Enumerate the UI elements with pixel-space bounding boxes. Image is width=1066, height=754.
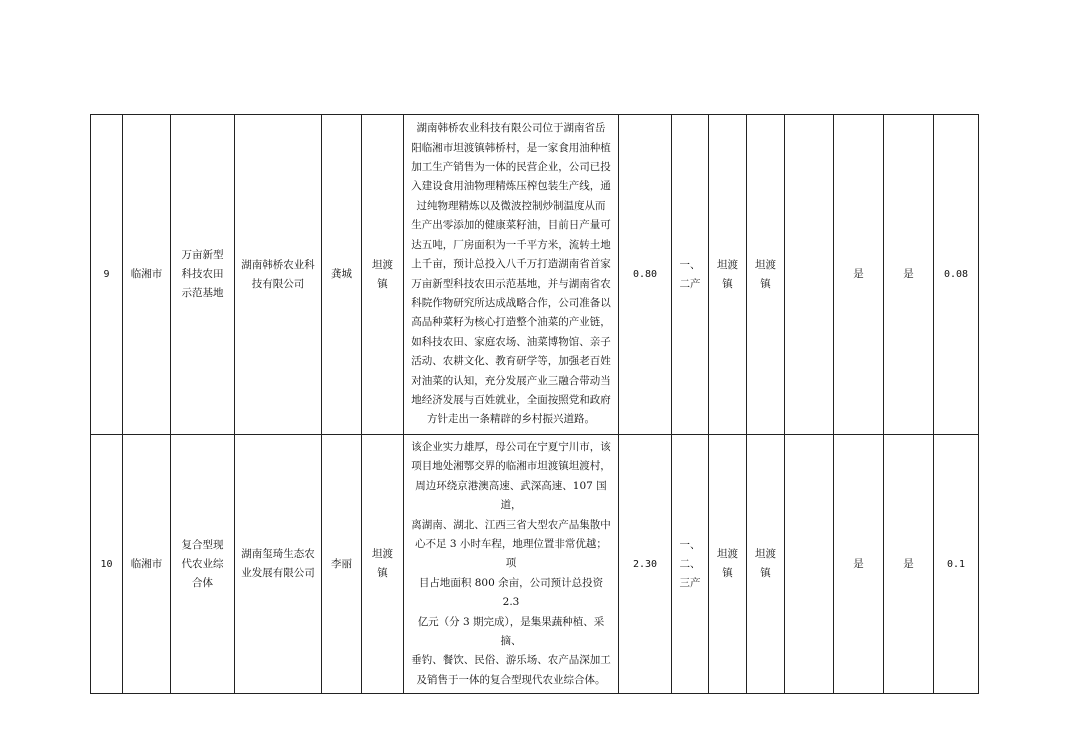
town-cell: 坦渡 镇 bbox=[362, 435, 404, 694]
town-cell: 坦渡 镇 bbox=[362, 115, 404, 435]
location-cell-2: 坦渡 镇 bbox=[747, 115, 785, 435]
description-line: 垂钓、餐饮、民俗、游乐场、农产品深加工 bbox=[411, 654, 611, 667]
description-line: 活动、农耕文化、教育研学等，加强老百姓 bbox=[411, 355, 611, 368]
industry-cell: 一、 二、 三产 bbox=[672, 435, 709, 694]
description-line: 达五吨，厂房面积为一千平方米，流转土地 bbox=[411, 238, 611, 251]
description-cell bbox=[404, 115, 619, 435]
description-line: 离湖南、湖北、江西三省大型农产品集散中 bbox=[411, 518, 611, 531]
empty-cell bbox=[785, 115, 834, 435]
table-row bbox=[91, 435, 979, 694]
description-line: 高品种菜籽为核心打造整个油菜的产业链， bbox=[411, 316, 611, 329]
project-name-cell: 复合型现 代农业综 合体 bbox=[171, 435, 235, 694]
description-line: 及销售于一体的复合型现代农业综合体。 bbox=[416, 673, 606, 686]
description-line: 过纯物理精炼以及微波控制炒制温度从而 bbox=[416, 199, 606, 212]
flag-cell-2: 是 bbox=[884, 115, 934, 435]
description-line: 亿元（分 3 期完成），是集果蔬种植、采摘、 bbox=[417, 615, 605, 648]
description-line: 目占地面积 800 余亩，公司预计总投资 2.3 bbox=[418, 576, 604, 609]
investment-cell: 0.80 bbox=[619, 115, 672, 435]
description-line: 湖南韩桥农业科技有限公司位于湖南省岳 bbox=[416, 122, 606, 135]
row-number: 10 bbox=[91, 435, 123, 694]
location-cell: 坦渡 镇 bbox=[709, 115, 747, 435]
location-cell-2: 坦渡 镇 bbox=[747, 435, 785, 694]
contact-cell: 李丽 bbox=[322, 435, 362, 694]
flag-cell: 是 bbox=[834, 435, 884, 694]
location-cell: 坦渡 镇 bbox=[709, 435, 747, 694]
description-line: 心不足 3 小时车程，地理位置非常优越；项 bbox=[415, 538, 607, 570]
value-cell: 0.08 bbox=[934, 115, 979, 435]
description-line: 项目地处湘鄂交界的临湘市坦渡镇坦渡村， bbox=[411, 460, 611, 473]
description-line: 方针走出一条精辟的乡村振兴道路。 bbox=[427, 413, 595, 426]
empty-cell bbox=[785, 435, 834, 694]
description-line: 上千亩，预计总投入八千万打造湖南省首家 bbox=[411, 258, 611, 271]
description-line: 对油菜的认知，充分发展产业三融合带动当 bbox=[411, 374, 611, 387]
investment-cell: 2.30 bbox=[619, 435, 672, 694]
flag-cell: 是 bbox=[834, 115, 884, 435]
row-number: 9 bbox=[91, 115, 123, 435]
city-cell: 临湘市 bbox=[123, 435, 171, 694]
description-line: 阳临湘市坦渡镇韩桥村，是一家食用油种植 bbox=[411, 141, 611, 154]
description-line: 地经济发展与百姓就业，全面按照党和政府 bbox=[411, 393, 611, 406]
description-line: 加工生产销售为一体的民营企业，公司已投 bbox=[411, 161, 611, 174]
project-table bbox=[90, 114, 979, 694]
industry-cell: 一、 二产 bbox=[672, 115, 709, 435]
table-row bbox=[91, 115, 979, 435]
city-cell: 临湘市 bbox=[123, 115, 171, 435]
description-line: 入建设食用油物理精炼压榨包装生产线，通 bbox=[411, 180, 611, 193]
description-line: 科院作物研究所达成战略合作，公司准备以 bbox=[411, 296, 611, 309]
description-line: 该企业实力雄厚，母公司在宁夏宁川市，该 bbox=[411, 441, 611, 453]
flag-cell-2: 是 bbox=[884, 435, 934, 694]
company-cell: 湖南韩桥农业科 技有限公司 bbox=[235, 115, 322, 435]
project-name-cell: 万亩新型 科技农田 示范基地 bbox=[171, 115, 235, 435]
description-line: 生产出零添加的健康菜籽油，目前日产量可 bbox=[411, 219, 611, 232]
company-cell: 湖南玺琦生态农 业发展有限公司 bbox=[235, 435, 322, 694]
value-cell: 0.1 bbox=[934, 435, 979, 694]
contact-cell: 龚城 bbox=[322, 115, 362, 435]
description-cell bbox=[404, 435, 619, 694]
description-line: 周边环绕京港澳高速、武深高速、107 国道， bbox=[415, 479, 607, 512]
description-line: 如科技农田、家庭农场、油菜博物馆、亲子 bbox=[411, 335, 611, 348]
description-line: 万亩新型科技农田示范基地，并与湖南省农 bbox=[411, 277, 611, 290]
